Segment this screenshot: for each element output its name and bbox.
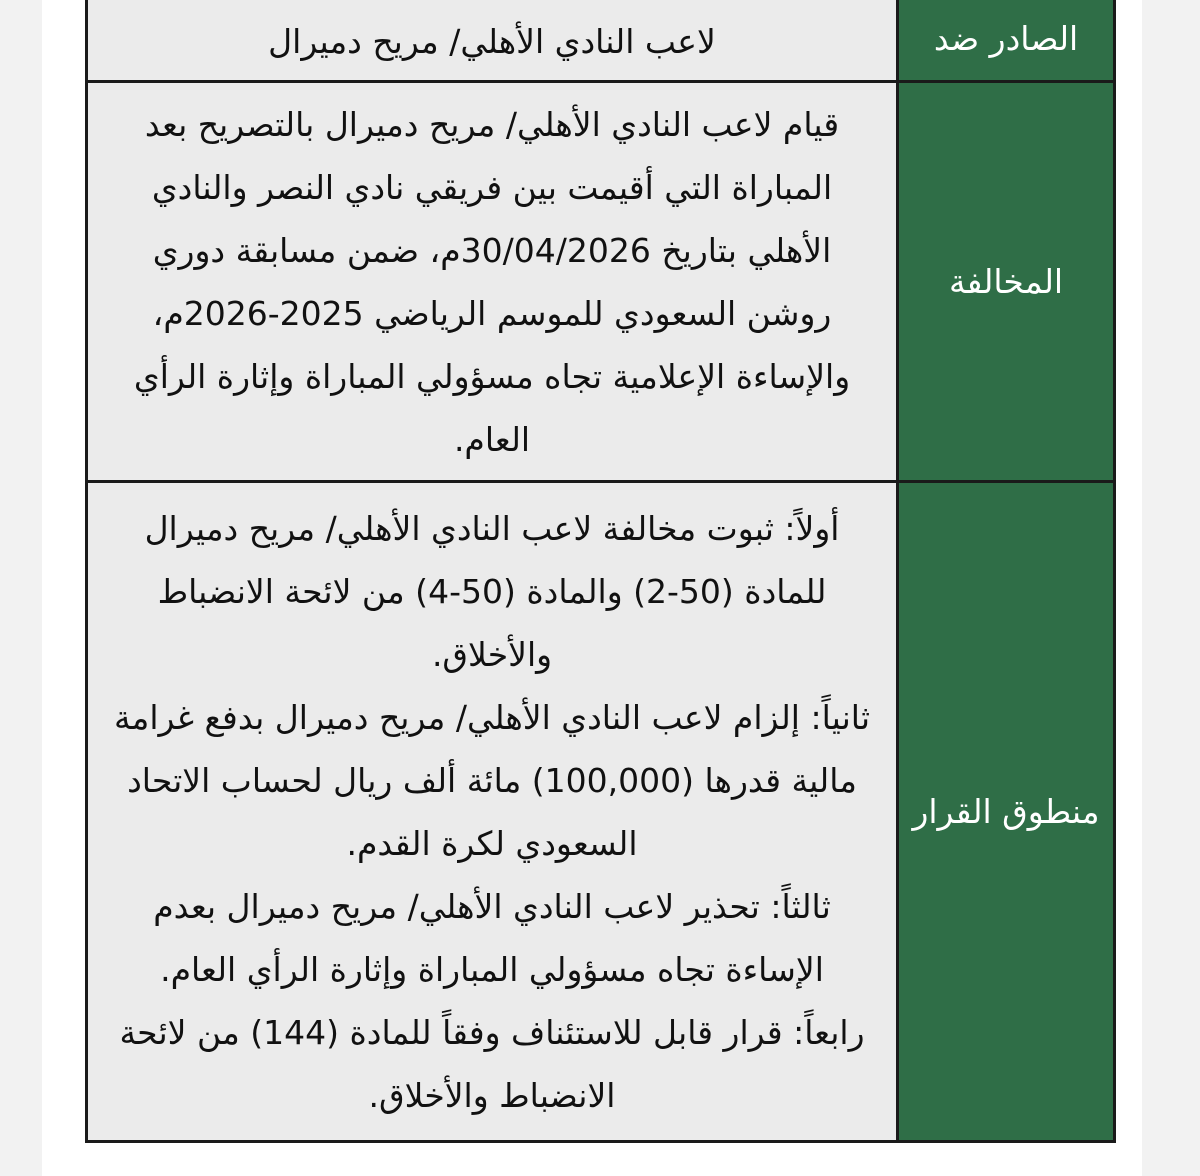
label-decision: منطوق القرار [898, 482, 1115, 1142]
ruling-table [85, 0, 1116, 1143]
row-violation [87, 82, 1115, 482]
row-decision [87, 482, 1115, 1142]
row-issued-against [87, 0, 1115, 82]
label-violation: المخالفة [898, 82, 1115, 482]
decision-item-second: ثانياً: إلزام لاعب النادي الأهلي/ مريح دميرال بدفع غرامة مالية قدرها (100,000) مائة ألف ريال لحساب الاتحاد السعودي لكرة القدم. [113, 697, 871, 863]
decision-item-third: ثالثاً: تحذير لاعب النادي الأهلي/ مريح دميرال بعدم الإساءة تجاه مسؤولي المباراة وإثارة الرأي العام. [153, 886, 831, 989]
value-violation [87, 82, 898, 482]
decision-item-fourth: رابعاً: قرار قابل للاستئناف وفقاً للمادة (144) من لائحة الانضباط والأخلاق. [119, 1012, 865, 1115]
decision-item-first: أولاً: ثبوت مخالفة لاعب النادي الأهلي/ مريح دميرال للمادة (50-2) والمادة (50-4) من لائحة الانضباط والأخلاق. [144, 508, 840, 674]
violation-text: قيام لاعب النادي الأهلي/ مريح دميرال بالتصريح بعد المباراة التي أقيمت بين فريقي نادي النصر والنادي الأهلي بتاريخ 30/04/2026م، ضمن مسابقة دوري روشن السعودي للموسم الرياضي 2025-2026م، والإساءة الإعلامية تجاه مسؤولي المباراة وإثارة الرأي العام. [133, 104, 851, 459]
value-decision [87, 482, 898, 1142]
value-issued-against: لاعب النادي الأهلي/ مريح دميرال [87, 0, 898, 82]
label-issued-against: الصادر ضد [898, 0, 1115, 82]
